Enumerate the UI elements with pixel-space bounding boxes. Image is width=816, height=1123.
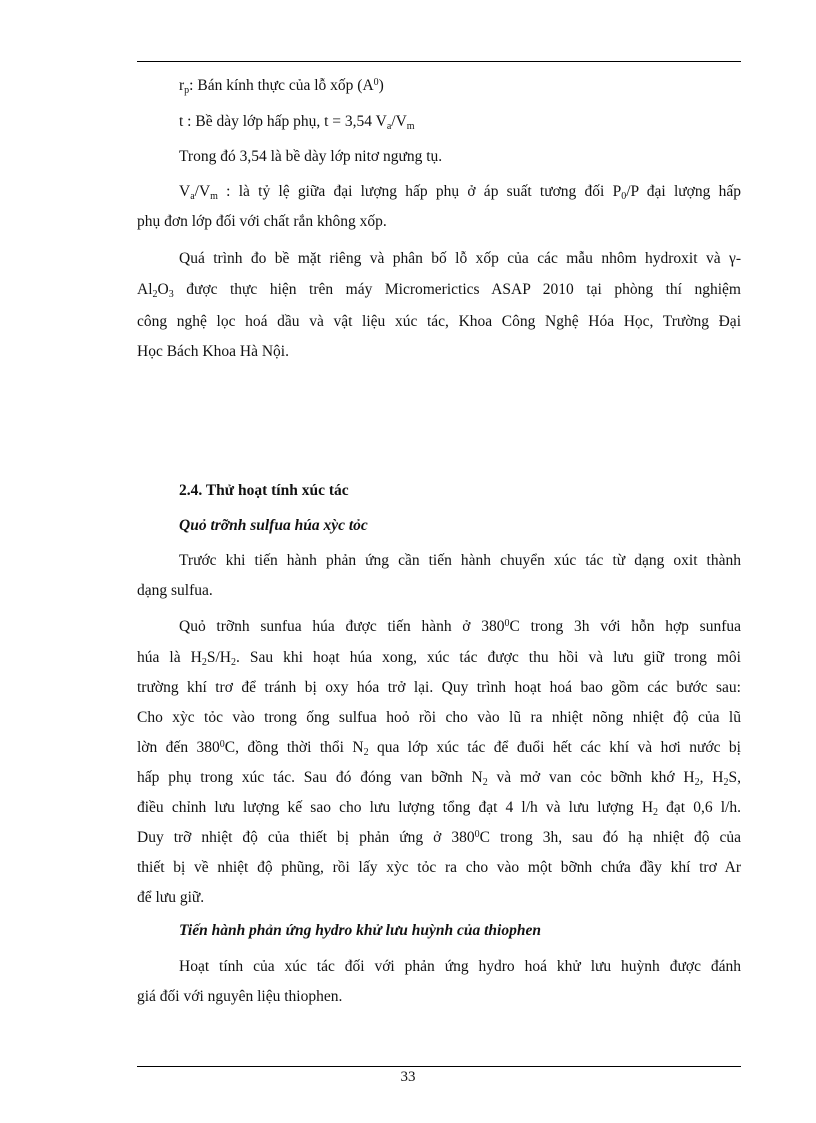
para-activity-line2: giá đối với nguyên liệu thiophen. bbox=[137, 988, 343, 1005]
footer-rule bbox=[137, 1066, 741, 1067]
def-t: t : Bề dày lớp hấp phụ, t = 3,54 $V_a/V_m$ bbox=[179, 113, 415, 132]
para-intro-line2: dạng sulfua. bbox=[137, 582, 213, 599]
para-process-line10: để lưu giữ. bbox=[137, 889, 205, 906]
para-process-line5: lờn đến $380^0C$, đồng thời thổi $N_2$ qua lớp xúc tác để đuổi hết các khí và hơi nước bị bbox=[137, 739, 741, 758]
para-intro-line1: Trước khi tiến hành phản ứng cần tiến hành chuyển xúc tác từ dạng oxit thành bbox=[179, 552, 741, 569]
para-process-line3: trường khí trơ để tránh bị oxy hóa trở lại. Quy trình hoạt hoá bao gồm các bước sau: bbox=[137, 679, 741, 696]
para-process-line6: hấp phụ trong xúc tác. Sau đó đóng van bỡnh $N_2$ và mở van cỏc bỡnh khớ $H_2$, $H_2S$, bbox=[137, 769, 741, 788]
section-heading: 2.4. Thử hoạt tính xúc tác bbox=[179, 482, 349, 499]
def-rp: $r_p$: Bán kính thực của lỗ xốp $(A^0)$ bbox=[179, 77, 384, 96]
para-measure-line3: công nghệ lọc hoá dầu và vật liệu xúc tác, Khoa Công Nghệ Hóa Học, Trường Đại bbox=[137, 313, 741, 330]
def-354: Trong đó 3,54 là bề dày lớp nitơ ngưng tụ. bbox=[179, 148, 443, 165]
para-process-line7: điều chỉnh lưu lượng kế sao cho lưu lượng tổng đạt 4 l/h và lưu lượng $H_2$ đạt 0,6 l/h. bbox=[137, 799, 741, 818]
para-process-line2: húa là $H_2S/H_2$. Sau khi hoạt húa xong, xúc tác được thu hồi và lưu giữ trong môi bbox=[137, 649, 741, 668]
page-number: 33 bbox=[400, 1069, 416, 1085]
header-rule bbox=[137, 61, 741, 62]
para-activity-line1: Hoạt tính của xúc tác đối với phản ứng hydro hoá khử lưu huỳnh được đánh bbox=[179, 958, 741, 975]
def-vavm-line1: $V_a/V_m$ : là tỷ lệ giữa đại lượng hấp phụ ở áp suất tương đối $P_0/P$ đại lượng hấp bbox=[179, 183, 741, 202]
para-measure-line1: Quá trình đo bề mặt riêng và phân bố lỗ xốp của các mẫu nhôm hydroxit và γ- bbox=[179, 250, 741, 267]
para-process-line4: Cho xỳc tỏc vào trong ống sulfua hoỏ rồi cho vào lũ ra nhiệt nõng nhiệt độ của lũ bbox=[137, 709, 741, 726]
para-measure-line2: $Al_2O_3$ được thực hiện trên máy Micromerictics ASAP 2010 tại phòng thí nghiệm bbox=[137, 281, 741, 300]
para-process-line9: thiết bị về nhiệt độ phũng, rồi lấy xỳc tỏc ra cho vào một bỡnh chứa đầy khí trơ Ar bbox=[137, 859, 741, 876]
def-vavm-line2: phụ đơn lớp đối với chất rắn không xốp. bbox=[137, 213, 387, 230]
subheading-hds: Tiến hành phản ứng hydro khử lưu huỳnh của thiophen bbox=[179, 922, 541, 939]
subheading-sulfua: Quỏ trỡnh sulfua húa xỳc tỏc bbox=[179, 517, 368, 534]
para-measure-line4: Học Bách Khoa Hà Nội. bbox=[137, 343, 289, 360]
para-process-line1: Quỏ trỡnh sunfua húa được tiến hành ở $380^0C$ trong 3h với hỗn hợp sunfua bbox=[179, 618, 741, 635]
para-process-line8: Duy trỡ nhiệt độ của thiết bị phản ứng ở $380^0C$ trong 3h, sau đó hạ nhiệt độ của bbox=[137, 829, 741, 846]
